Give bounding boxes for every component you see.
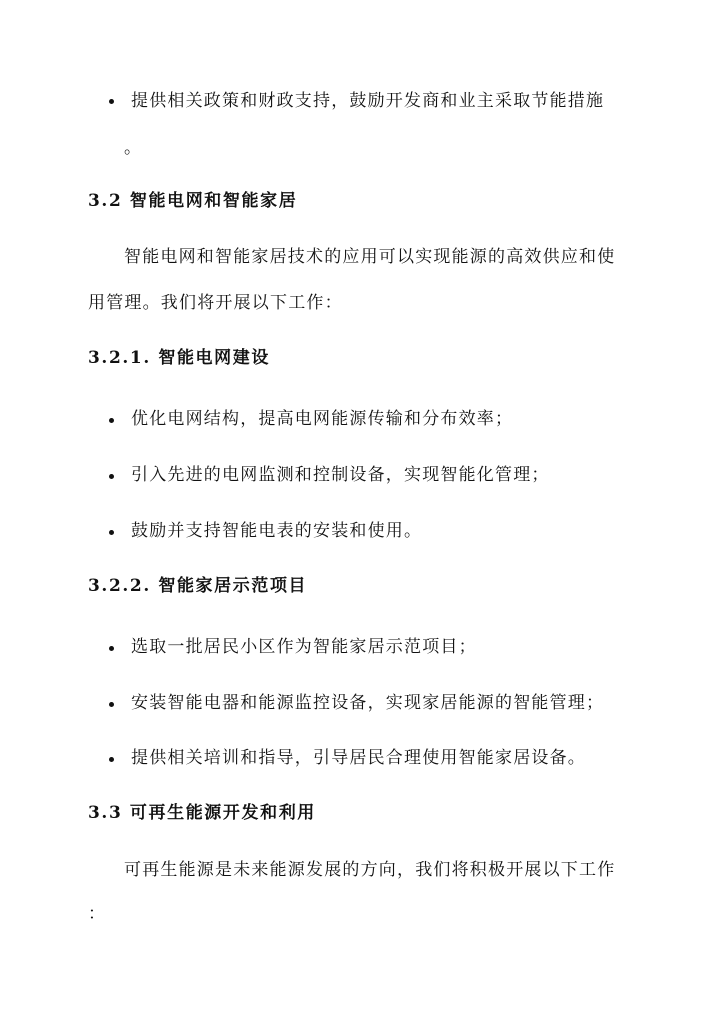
subsection-heading: 3.2.2. 智能家居示范项目 [88,576,308,596]
paragraph-line: 用管理。我们将开展以下工作： [88,293,343,313]
bullet-icon [109,702,114,707]
list-item-text: 安装智能电器和能源监控设备，实现家居能源的智能管理； [131,693,605,713]
section-heading: 3.3 可再生能源开发和利用 [88,803,316,823]
bullet-icon [109,418,114,423]
paragraph-line: 可再生能源是未来能源发展的方向，我们将积极开展以下工作 [124,860,616,880]
bullet-icon [109,474,114,479]
bullet-icon [109,757,114,762]
list-item-text: 引入先进的电网监测和控制设备，实现智能化管理； [131,465,550,485]
bullet-icon [109,99,114,104]
subsection-heading: 3.2.1. 智能电网建设 [88,348,270,368]
paragraph-line: ： [88,904,107,924]
list-item-text: 选取一批居民小区作为智能家居示范项目； [131,637,477,657]
list-item-text: 鼓励并支持智能电表的安装和使用。 [131,521,423,541]
bullet-icon [109,646,114,651]
section-heading: 3.2 智能电网和智能家居 [88,191,298,211]
list-item-text: 优化电网结构，提高电网能源传输和分布效率； [131,409,514,429]
list-item-text: 提供相关培训和指导，引导居民合理使用智能家居设备。 [131,748,586,768]
list-item-text: 提供相关政策和财政支持，鼓励开发商和业主采取节能措施 [131,91,605,111]
paragraph-line: 智能电网和智能家居技术的应用可以实现能源的高效供应和使 [124,247,616,267]
bullet-icon [109,530,114,535]
list-item-continuation: 。 [124,138,143,158]
